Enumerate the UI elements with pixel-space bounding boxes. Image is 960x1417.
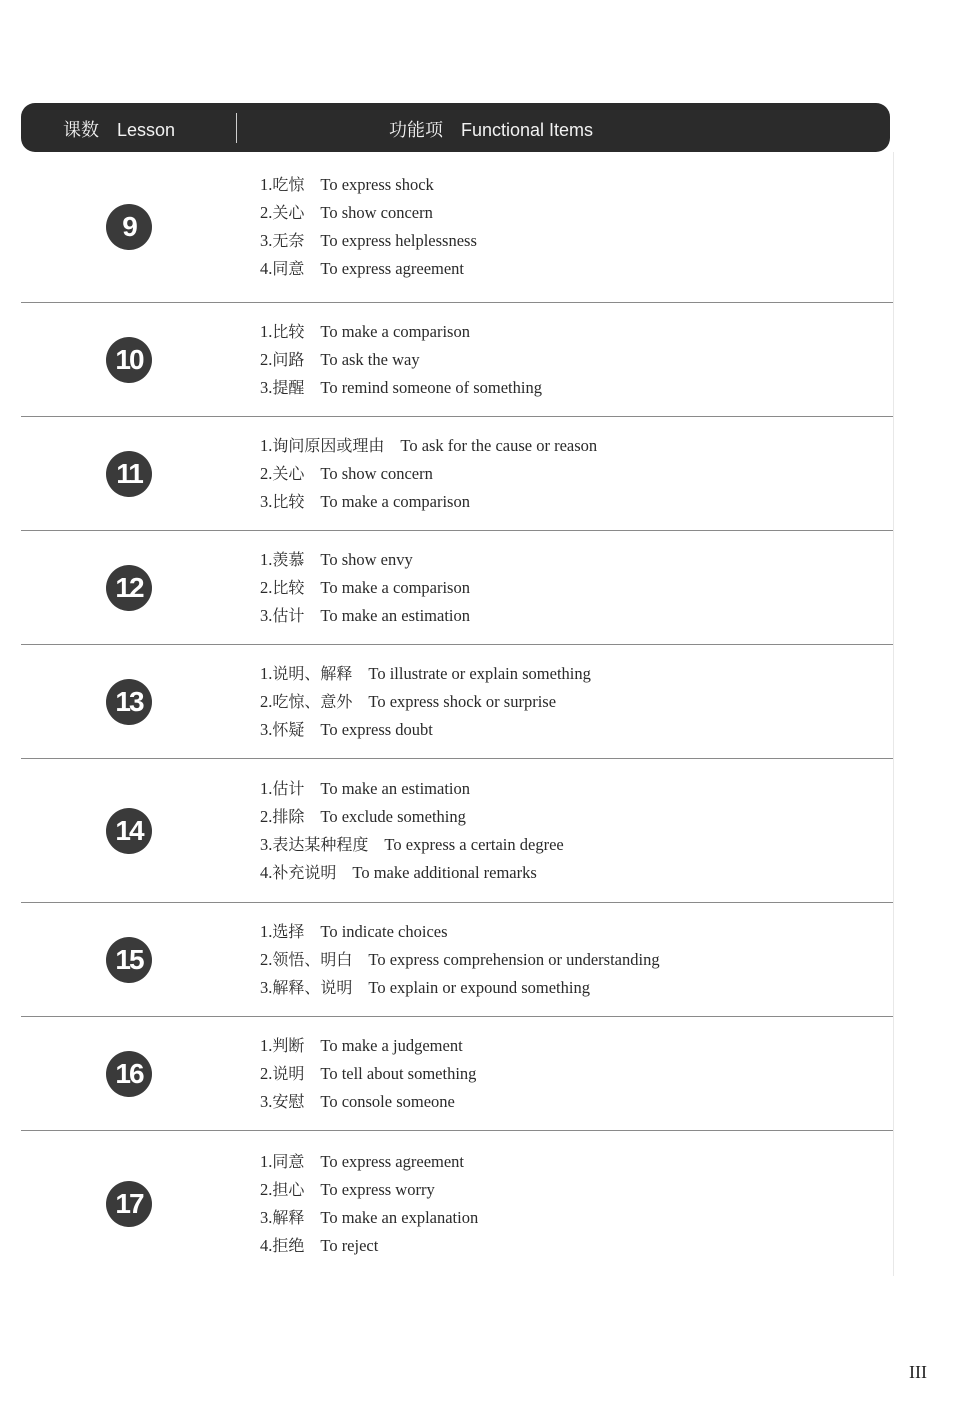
functional-item bbox=[260, 1204, 478, 1232]
item-english: To express worry bbox=[320, 1180, 435, 1199]
item-chinese: 选择 bbox=[272, 922, 305, 941]
functional-item bbox=[260, 488, 597, 516]
functional-item bbox=[260, 946, 660, 974]
item-chinese: 吃惊 bbox=[272, 175, 305, 194]
item-chinese: 怀疑 bbox=[272, 720, 305, 739]
item-chinese: 关心 bbox=[272, 203, 305, 222]
item-number: 1. bbox=[260, 1152, 273, 1171]
functional-item bbox=[260, 918, 660, 946]
item-number: 2. bbox=[260, 350, 273, 369]
item-english: To ask for the cause or reason bbox=[400, 436, 598, 455]
item-number: 1. bbox=[260, 550, 273, 569]
item-number: 4. bbox=[260, 259, 273, 278]
item-english: To show concern bbox=[320, 203, 433, 222]
lesson-row bbox=[21, 152, 893, 303]
item-chinese: 关心 bbox=[272, 464, 305, 483]
item-english: To show concern bbox=[320, 464, 433, 483]
item-chinese: 说明、解释 bbox=[272, 664, 353, 683]
functional-items-list bbox=[260, 1032, 476, 1116]
item-number: 2. bbox=[260, 203, 273, 222]
lesson-row bbox=[21, 903, 893, 1017]
functional-item bbox=[260, 859, 564, 887]
item-english: To exclude something bbox=[320, 807, 466, 826]
item-english: To remind someone of something bbox=[320, 378, 542, 397]
item-number: 3. bbox=[260, 835, 273, 854]
functional-item bbox=[260, 374, 542, 402]
item-chinese: 比较 bbox=[272, 578, 305, 597]
item-chinese: 羡慕 bbox=[272, 550, 305, 569]
item-english: To explain or expound something bbox=[368, 978, 590, 997]
item-chinese: 提醒 bbox=[272, 378, 305, 397]
item-english: To tell about something bbox=[320, 1064, 477, 1083]
lesson-number-badge: 11 bbox=[106, 451, 152, 497]
item-english: To make an estimation bbox=[320, 606, 470, 625]
lesson-row bbox=[21, 759, 893, 903]
item-chinese: 安慰 bbox=[272, 1092, 305, 1111]
item-chinese: 解释、说明 bbox=[272, 978, 353, 997]
item-number: 1. bbox=[260, 664, 273, 683]
item-number: 3. bbox=[260, 1092, 273, 1111]
lesson-number-badge: 16 bbox=[106, 1051, 152, 1097]
item-number: 3. bbox=[260, 1208, 273, 1227]
item-number: 3. bbox=[260, 606, 273, 625]
functional-item bbox=[260, 688, 591, 716]
functional-item bbox=[260, 660, 591, 688]
item-chinese: 补充说明 bbox=[272, 863, 337, 882]
functional-item bbox=[260, 775, 564, 803]
lesson-header-cn: 课数 bbox=[63, 120, 99, 140]
lesson-row bbox=[21, 645, 893, 759]
item-number: 3. bbox=[260, 492, 273, 511]
functional-item bbox=[260, 602, 470, 630]
functional-header-en: Functional Items bbox=[461, 120, 594, 140]
functional-items-list bbox=[260, 918, 660, 1002]
functional-items-list bbox=[260, 660, 591, 744]
functional-item bbox=[260, 227, 477, 255]
item-number: 1. bbox=[260, 779, 273, 798]
item-english: To make a comparison bbox=[320, 578, 470, 597]
item-english: To express agreement bbox=[320, 1152, 465, 1171]
item-number: 4. bbox=[260, 1236, 273, 1255]
item-chinese: 无奈 bbox=[272, 231, 305, 250]
item-english: To express comprehension or understanding bbox=[368, 950, 660, 969]
item-chinese: 拒绝 bbox=[272, 1236, 305, 1255]
item-chinese: 说明 bbox=[272, 1064, 305, 1083]
lessons-table bbox=[21, 152, 894, 1276]
functional-item bbox=[260, 831, 564, 859]
item-chinese: 领悟、明白 bbox=[272, 950, 353, 969]
item-number: 2. bbox=[260, 578, 273, 597]
item-chinese: 排除 bbox=[272, 807, 305, 826]
item-english: To ask the way bbox=[320, 350, 420, 369]
page-number: III bbox=[909, 1362, 927, 1382]
item-chinese: 比较 bbox=[272, 492, 305, 511]
item-number: 3. bbox=[260, 720, 273, 739]
functional-items-column-header bbox=[389, 116, 593, 142]
item-english: To express agreement bbox=[320, 259, 465, 278]
table-header bbox=[21, 103, 890, 152]
item-english: To reject bbox=[320, 1236, 379, 1255]
lesson-number-badge: 10 bbox=[106, 337, 152, 383]
item-english: To console someone bbox=[320, 1092, 455, 1111]
item-chinese: 判断 bbox=[272, 1036, 305, 1055]
lesson-number-badge: 15 bbox=[106, 937, 152, 983]
functional-item bbox=[260, 803, 564, 831]
functional-header-cn: 功能项 bbox=[389, 120, 443, 140]
functional-item bbox=[260, 1148, 478, 1176]
item-english: To make a comparison bbox=[320, 322, 470, 341]
functional-item bbox=[260, 1060, 476, 1088]
item-english: To make an explanation bbox=[320, 1208, 479, 1227]
item-number: 3. bbox=[260, 978, 273, 997]
item-english: To indicate choices bbox=[320, 922, 448, 941]
item-number: 4. bbox=[260, 863, 273, 882]
item-chinese: 担心 bbox=[272, 1180, 305, 1199]
functional-item bbox=[260, 171, 477, 199]
item-english: To make a comparison bbox=[320, 492, 470, 511]
functional-item bbox=[260, 546, 470, 574]
item-chinese: 同意 bbox=[272, 259, 305, 278]
item-english: To make a judgement bbox=[320, 1036, 463, 1055]
item-english: To express a certain degree bbox=[384, 835, 564, 854]
lesson-row bbox=[21, 531, 893, 645]
lesson-row bbox=[21, 303, 893, 417]
lesson-column-header bbox=[63, 116, 175, 142]
functional-item bbox=[260, 432, 597, 460]
lesson-number-badge: 17 bbox=[106, 1181, 152, 1227]
functional-item bbox=[260, 255, 477, 283]
lesson-row bbox=[21, 1131, 893, 1276]
item-english: To make additional remarks bbox=[352, 863, 537, 882]
item-number: 1. bbox=[260, 436, 273, 455]
functional-item bbox=[260, 199, 477, 227]
item-number: 2. bbox=[260, 807, 273, 826]
functional-item bbox=[260, 974, 660, 1002]
item-number: 2. bbox=[260, 692, 273, 711]
item-chinese: 吃惊、意外 bbox=[272, 692, 353, 711]
lesson-row bbox=[21, 417, 893, 531]
lesson-row bbox=[21, 1017, 893, 1131]
header-divider bbox=[236, 113, 237, 143]
item-chinese: 估计 bbox=[272, 606, 305, 625]
functional-item bbox=[260, 574, 470, 602]
item-english: To illustrate or explain something bbox=[368, 664, 591, 683]
item-number: 1. bbox=[260, 922, 273, 941]
item-chinese: 表达某种程度 bbox=[272, 835, 369, 854]
item-number: 1. bbox=[260, 175, 273, 194]
item-chinese: 估计 bbox=[272, 779, 305, 798]
item-number: 1. bbox=[260, 1036, 273, 1055]
functional-item bbox=[260, 1032, 476, 1060]
item-english: To make an estimation bbox=[320, 779, 470, 798]
lesson-header-en: Lesson bbox=[117, 120, 176, 140]
item-chinese: 问路 bbox=[272, 350, 305, 369]
item-english: To express shock bbox=[320, 175, 434, 194]
functional-item bbox=[260, 1232, 478, 1260]
functional-item bbox=[260, 460, 597, 488]
item-number: 2. bbox=[260, 1064, 273, 1083]
lesson-number-badge: 13 bbox=[106, 679, 152, 725]
functional-item bbox=[260, 716, 591, 744]
item-number: 2. bbox=[260, 464, 273, 483]
functional-items-list bbox=[260, 546, 470, 630]
item-english: To express doubt bbox=[320, 720, 433, 739]
functional-item bbox=[260, 346, 542, 374]
functional-items-list bbox=[260, 318, 542, 402]
item-number: 2. bbox=[260, 950, 273, 969]
item-english: To express helplessness bbox=[320, 231, 477, 250]
item-chinese: 询问原因或理由 bbox=[272, 436, 385, 455]
item-chinese: 同意 bbox=[272, 1152, 305, 1171]
lesson-number-badge: 14 bbox=[106, 808, 152, 854]
functional-items-list bbox=[260, 432, 597, 516]
item-english: To show envy bbox=[320, 550, 413, 569]
functional-items-list bbox=[260, 1148, 478, 1260]
lesson-number-badge: 9 bbox=[106, 204, 152, 250]
item-number: 1. bbox=[260, 322, 273, 341]
functional-item bbox=[260, 1176, 478, 1204]
functional-item bbox=[260, 1088, 476, 1116]
item-chinese: 比较 bbox=[272, 322, 305, 341]
lesson-number-badge: 12 bbox=[106, 565, 152, 611]
item-number: 2. bbox=[260, 1180, 273, 1199]
item-number: 3. bbox=[260, 378, 273, 397]
functional-items-list bbox=[260, 775, 564, 887]
functional-item bbox=[260, 318, 542, 346]
item-chinese: 解释 bbox=[272, 1208, 305, 1227]
functional-items-list bbox=[260, 171, 477, 283]
item-number: 3. bbox=[260, 231, 273, 250]
item-english: To express shock or surprise bbox=[368, 692, 557, 711]
